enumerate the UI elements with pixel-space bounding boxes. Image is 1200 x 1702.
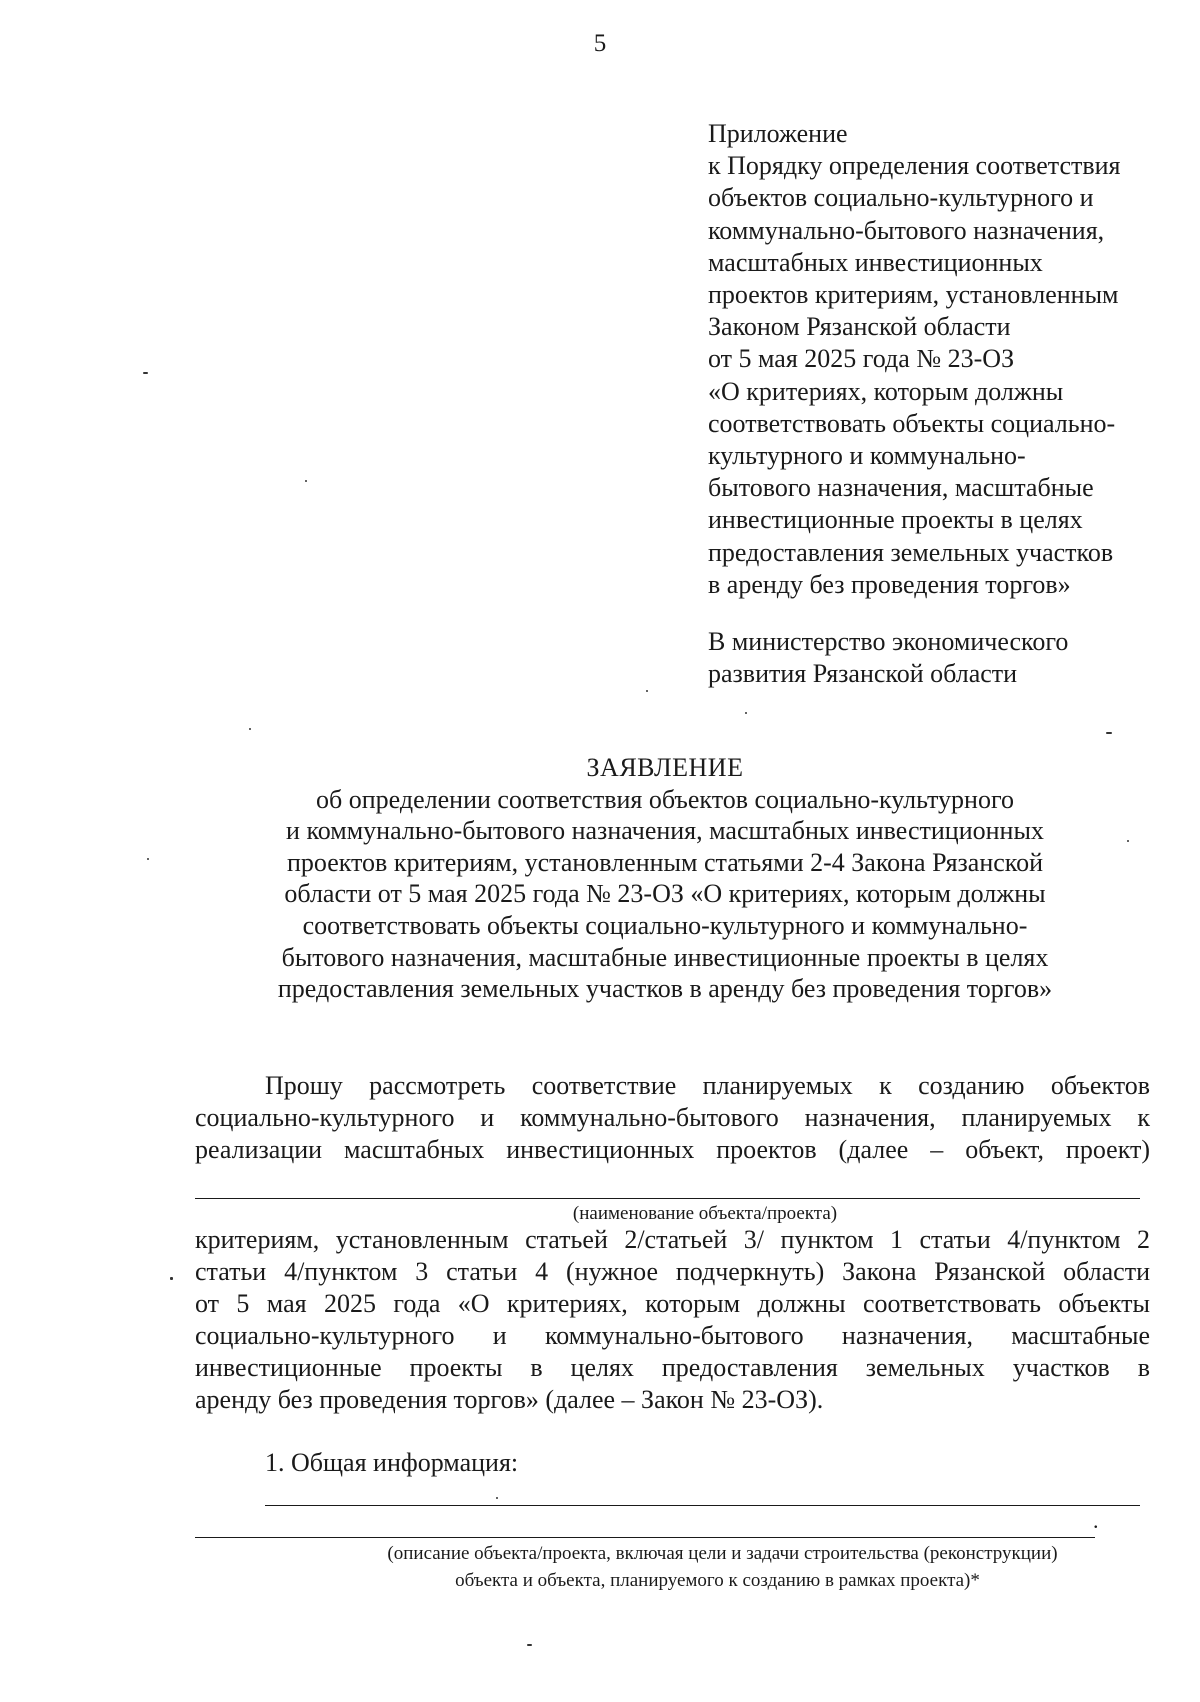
general-info-caption-line: (описание объекта/проекта, включая цели и задачи строительства (реконструкции): [387, 1543, 1058, 1564]
statement-subtitle-line: области от 5 мая 2025 года № 23-ОЗ «О критериях, которым должны: [284, 879, 1046, 909]
statement-subtitle-line: об определении соответствия объектов социально-культурного: [316, 784, 1014, 814]
criteria-line: критериям, установленным статьей 2/статьей 3/ пунктом 1 статьи 4/пунктом 2: [195, 1225, 1150, 1254]
appendix-line: бытового назначения, масштабные: [708, 473, 1094, 503]
request-line: Прошу рассмотреть соответствие планируемых к созданию объектов: [265, 1071, 1150, 1100]
appendix-line: от 5 мая 2025 года № 23-ОЗ: [708, 344, 1015, 374]
appendix-line: проектов критериям, установленным: [708, 280, 1119, 310]
appendix-line: к Порядку определения соответствия: [708, 151, 1121, 181]
appendix-line: объектов социально-культурного и: [708, 183, 1094, 213]
object-name-field-line[interactable]: [195, 1198, 1140, 1199]
general-info-caption-line: объекта и объекта, планируемого к созданию в рамках проекта)*: [455, 1570, 980, 1591]
criteria-line: аренду без проведения торгов» (далее – Закон № 23-ОЗ).: [195, 1385, 824, 1414]
addressee-line: В министерство экономического: [708, 627, 1069, 656]
appendix-line: в аренду без проведения торгов»: [708, 569, 1071, 599]
appendix-line: «О критериях, которым должны: [708, 376, 1064, 406]
criteria-line: инвестиционные проекты в целях предоставления земельных участков в: [195, 1353, 1150, 1382]
general-info-end-mark: .: [1093, 1508, 1099, 1533]
appendix-line: Приложение: [708, 119, 848, 148]
addressee-line: развития Рязанской области: [708, 659, 1018, 688]
appendix-line: предоставления земельных участков: [708, 537, 1114, 567]
request-paragraph: [195, 1070, 1150, 1166]
statement-subtitle-line: проектов критериям, установленным статьями 2-4 Закона Рязанской: [286, 847, 1044, 877]
general-info-heading: 1. Общая информация:: [265, 1448, 519, 1477]
scan-speck: [646, 690, 648, 692]
scan-speck: [249, 728, 251, 730]
scan-speck: [745, 712, 747, 714]
criteria-paragraph: [195, 1224, 1150, 1416]
appendix-line: коммунально-бытового назначения,: [708, 215, 1105, 245]
scan-speck: [527, 1644, 532, 1646]
appendix-line: соответствовать объекты социально-: [708, 408, 1116, 438]
scan-speck: [147, 858, 149, 860]
appendix-line: инвестиционные проекты в целях: [708, 505, 1083, 535]
object-name-caption: [195, 1201, 1200, 1226]
statement-heading: ЗАЯВЛЕНИЕ: [586, 753, 744, 782]
criteria-line: статьи 4/пунктом 3 статьи 4 (нужное подчеркнуть) Закона Рязанской области: [195, 1257, 1150, 1286]
request-line: реализации масштабных инвестиционных проектов (далее – объект, проект): [195, 1135, 1150, 1164]
scan-speck: [496, 1497, 498, 1499]
general-info-field-line-2[interactable]: [195, 1537, 1095, 1538]
general-info-field-line-1[interactable]: [265, 1505, 1140, 1506]
appendix-block: [708, 118, 1178, 601]
scan-speck: [170, 1277, 173, 1280]
page-number: 5: [593, 30, 607, 57]
appendix-line: масштабных инвестиционных: [708, 247, 1043, 277]
criteria-line: социально-культурного и коммунально-бытового назначения, масштабные: [195, 1321, 1150, 1350]
scan-speck: [305, 480, 307, 482]
statement-title-block: [200, 752, 1130, 1005]
criteria-line: от 5 мая 2025 года «О критериях, которым должны соответствовать объекты: [195, 1289, 1150, 1318]
appendix-line: Законом Рязанской области: [708, 312, 1011, 342]
general-info-caption: [200, 1540, 1200, 1594]
statement-subtitle-line: и коммунально-бытового назначения, масштабных инвестиционных: [286, 816, 1044, 846]
scan-speck: [1127, 840, 1129, 842]
request-line: социально-культурного и коммунально-бытового назначения, планируемых к: [195, 1103, 1150, 1132]
statement-subtitle-line: бытового назначения, масштабные инвестиционные проекты в целях: [281, 942, 1049, 972]
appendix-line: культурного и коммунально-: [708, 441, 1026, 471]
statement-subtitle-line: соответствовать объекты социально-культурного и коммунально-: [302, 910, 1028, 940]
scan-speck: [1106, 732, 1112, 734]
statement-subtitle-line: предоставления земельных участков в аренду без проведения торгов»: [277, 974, 1053, 1004]
scan-speck: [143, 372, 148, 374]
object-name-caption-text: (наименование объекта/проекта): [572, 1203, 838, 1224]
addressee-block: [708, 626, 1178, 690]
